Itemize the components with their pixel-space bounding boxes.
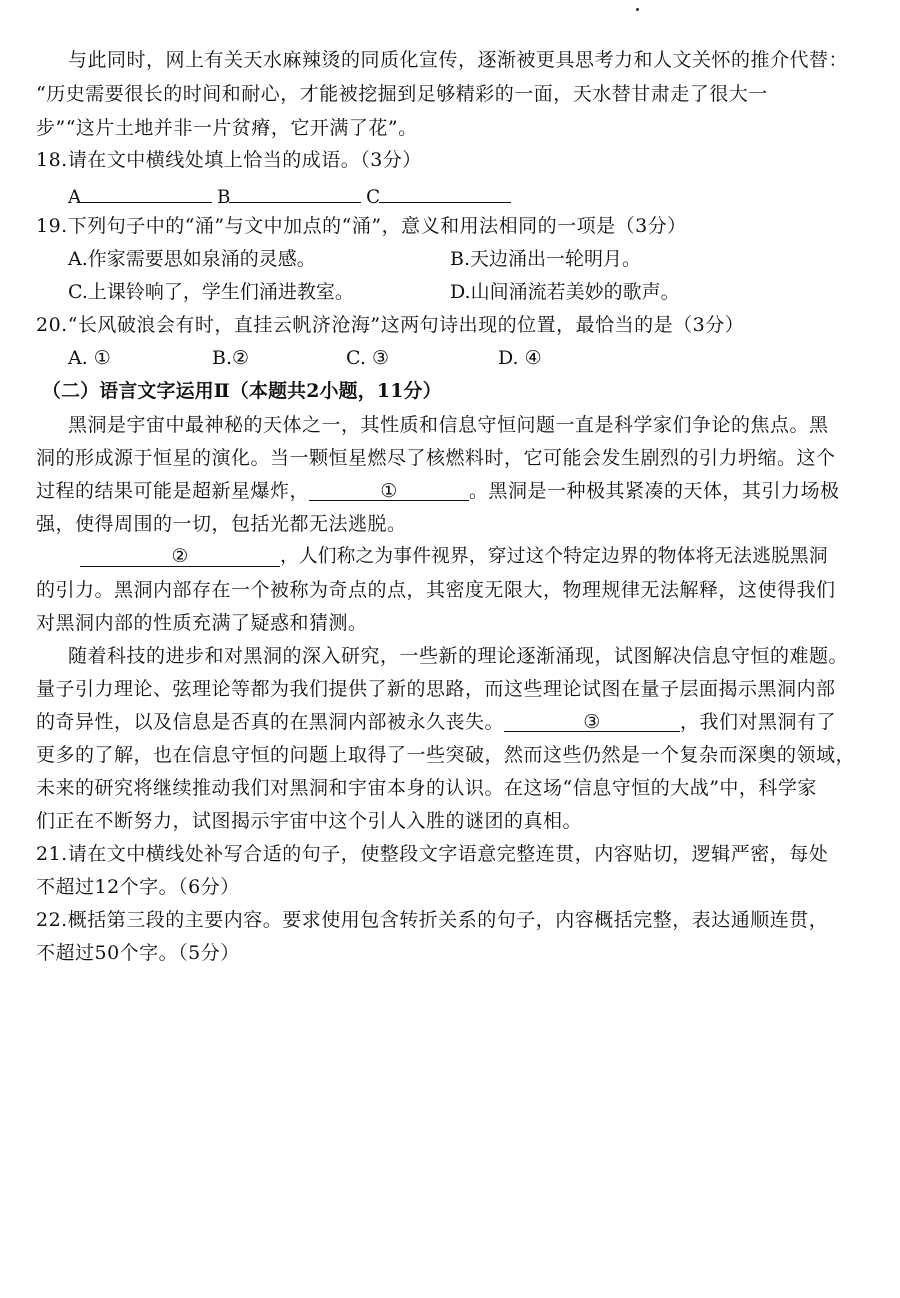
passage-p3-line-2: 量子引力理论、弦理论等都为我们提供了新的思路，而这些理论试图在量子层面揭示黑洞内部	[36, 678, 836, 700]
passage-p1-line-2: 洞的形成源于恒星的演化。当一颗恒星燃尽了核燃料时，它可能会发生剧烈的引力坍缩。这个	[36, 447, 836, 469]
intro-line-1: 与此同时，网上有关天水麻辣烫的同质化宣传，逐渐被更具思考力和人文关怀的推介代替：	[68, 49, 849, 71]
q19-option-a[interactable]: A.作家需要思如泉涌的灵感。	[68, 248, 316, 270]
passage-p3-line-1: 随着科技的进步和对黑洞的深入研究，一些新的理论逐渐涌现，试图解决信息守恒的难题。	[68, 645, 849, 667]
passage-p1-line-3-after: 。黑洞是一种极其紧凑的天体，其引力场极	[469, 480, 840, 502]
passage-p1-line-3	[36, 477, 876, 505]
passage-p3-line-6: 们正在不断努力，试图揭示宇宙中这个引人入胜的谜团的真相。	[36, 810, 583, 832]
intro-line-2: “历史需要很长的时间和耐心，才能被挖掘到足够精彩的一面，天水替甘肃走了很大一	[36, 83, 768, 105]
q22-line-2: 不超过50个字。（5分）	[36, 942, 240, 964]
q18-label-c: C	[366, 187, 380, 208]
passage-p2-line-1-after: ，人们称之为事件视界，穿过这个特定边界的物体将无法逃脱黑洞	[280, 546, 828, 567]
passage-p1-line-3-before: 过程的结果可能是超新星爆炸，	[36, 480, 310, 502]
q19-option-b[interactable]: B.天边涌出一轮明月。	[450, 248, 642, 270]
passage-p3-line-3-after: ，我们对黑洞有了	[680, 711, 837, 733]
passage-blank-3[interactable]: ③	[504, 709, 680, 732]
q18-answer-row	[68, 180, 900, 212]
passage-p2-line-1	[80, 543, 888, 571]
passage-blank-1[interactable]: ①	[309, 478, 469, 501]
q18-label-b: B	[216, 187, 230, 208]
section-2-title: （二）语言文字运用Ⅱ（本题共2小题，11分）	[42, 380, 442, 402]
passage-p1-line-1: 黑洞是宇宙中最神秘的天体之一，其性质和信息守恒问题一直是科学家们争论的焦点。黑	[68, 414, 829, 436]
q20-option-d[interactable]: D. ④	[498, 347, 542, 369]
passage-p3-line-3-before: 的奇异性，以及信息是否真的在黑洞内部被永久丧失。	[36, 711, 505, 733]
q21-line-1: 21.请在文中横线处补写合适的句子，使整段文字语意完整连贯，内容贴切，逻辑严密，每处	[36, 843, 829, 865]
q19-option-c[interactable]: C.上课铃响了，学生们涌进教室。	[68, 281, 354, 303]
q19-stem: 19.下列句子中的“涌”与文中加点的“涌”，意义和用法相同的一项是（3分）	[36, 215, 687, 237]
passage-p2-line-3: 对黑洞内部的性质充满了疑惑和猜测。	[36, 612, 368, 634]
q22-line-1: 22.概括第三段的主要内容。要求使用包含转折关系的句子，内容概括完整，表达通顺连贯，	[36, 909, 829, 931]
q18-blank-b[interactable]	[229, 180, 361, 203]
passage-p3-line-4: 更多的了解，也在信息守恒的问题上取得了一些突破，然而这些仍然是一个复杂而深奥的领域，	[36, 744, 856, 766]
q18-label-a: A	[68, 187, 81, 208]
scan-dot	[636, 8, 639, 11]
q20-option-b[interactable]: B.②	[212, 347, 250, 369]
q18-blank-a[interactable]	[80, 180, 212, 203]
q18-stem: 18.请在文中横线处填上恰当的成语。（3分）	[36, 149, 422, 171]
q20-option-c[interactable]: C. ③	[346, 347, 389, 369]
passage-p3-line-3	[36, 708, 876, 736]
q20-stem: 20.“长风破浪会有时，直挂云帆济沧海”这两句诗出现的位置，最恰当的是（3分）	[36, 314, 745, 336]
q20-option-a[interactable]: A. ①	[68, 347, 111, 369]
q21-line-2: 不超过12个字。（6分）	[36, 876, 240, 898]
passage-p1-line-4: 强，使得周围的一切，包括光都无法逃脱。	[36, 513, 407, 535]
intro-line-3: 步”“这片土地并非一片贫瘠，它开满了花”。	[36, 117, 418, 139]
q18-blank-c[interactable]	[379, 180, 511, 203]
passage-blank-2[interactable]: ②	[80, 544, 280, 567]
passage-p3-line-5: 未来的研究将继续推动我们对黑洞和宇宙本身的认识。在这场“信息守恒的大战”中，科学家	[36, 777, 817, 799]
q19-option-d[interactable]: D.山间涌流若美妙的歌声。	[450, 281, 680, 303]
passage-p2-line-2: 的引力。黑洞内部存在一个被称为奇点的点，其密度无限大，物理规律无法解释，这使得我们	[36, 579, 836, 601]
